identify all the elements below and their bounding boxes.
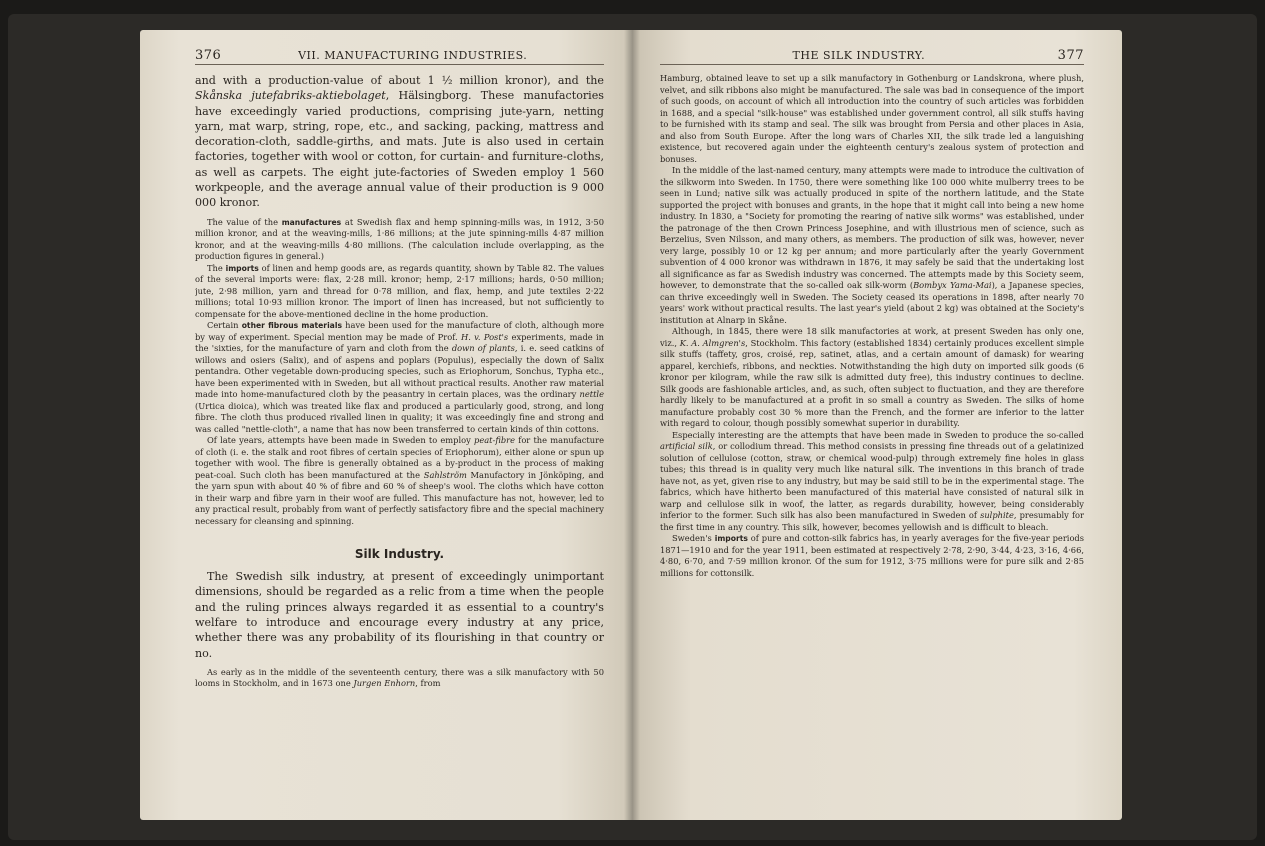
book-gutter xyxy=(624,30,640,820)
paragraph-silk-imports: Sweden's imports of pure and cotton-silk fabrics has, in yearly averages for the five-year periods 1871—1910 and for the year 1911, been estimated at respectively 2·78, 2·90, 3·44, 4·23, 3·16, 4·66, 4·80, 6·70, and 7·59 million kronor. Of the sum for 1912, 3·75 millions were for pure silk and 2·85 millions for cottonsilk. xyxy=(660,533,1084,578)
left-running-head xyxy=(195,48,604,65)
right-head-title: THE SILK INDUSTRY. xyxy=(792,49,926,62)
paragraph-fibrous-materials: Certain other fibrous materials have been used for the manufacture of cloth, although more by way of experiment. Special mention may be made of Prof. H. v. Post's experiments, made in the 'sixties, for the manufacture of yarn and cloth from the down of plants, i. e. seed catkins of willows and osiers (Salix), and of aspens and poplars (Populus), especially the down of Salix pentandra. Other vegetable down-producing species, such as Eriophorum, Sonchus, Typha etc., have been experimented with in Sweden, but all without practical results. Another raw material made into home-manufactured cloth by the peasantry in certain places, was the ordinary nettle (Urtica dioica), which was treated like flax and produced a particularly good, strong, and long fibre. The cloth thus produced rivalled linen in quality; it was exceedingly fine and strong and was called "nettle-cloth", a name that has now been transferred to certain kinds of thin cottons. xyxy=(195,320,604,434)
paragraph-silk-history: As early as in the middle of the seventeenth century, there was a silk manufactory with 50 looms in Stockholm, and in 1673 one Jurgen Enhorn, from xyxy=(195,666,604,689)
paragraph-imports: The imports of linen and hemp goods are, as regards quantity, shown by Table 82. The values of the several imports were: flax, 2·28 mill. kronor; hemp, 2·17 millions; hards, 0·50 million; jute, 2·98 million, yarn and thread for 0·78 million, and flax, hemp, and jute textiles 2·22 millions; total 10·93 million kronor. The import of linen has increased, but not sufficiently to compensate for the above-mentioned decline in the home production. xyxy=(195,262,604,319)
section-heading-silk: Silk Industry. xyxy=(354,547,445,562)
paragraph-manufactures: The value of the manufactures at Swedish flax and hemp spinning-mills was, in 1912, 3·50 million kronor, and at the weaving-mills, 1·86 millions; at the jute spinning-mills 4·87 million kronor, and at the weaving-mills 4·80 millions. (The calculation include overlapping, as the production figures in general.) xyxy=(195,216,604,262)
left-head-title: VII. MANUFACTURING INDUSTRIES. xyxy=(298,49,528,62)
paragraph-artificial-silk: Especially interesting are the attempts that have been made in Sweden to produce the so-called artificial silk, or collodium thread. This method consists in pressing fine threads out of a gelatinized solution of cellulose (cotton, straw, or chemical wood-pulp) through extremely fine holes in glass tubes; this thread is in quality very much like natural silk. The inventions in this branch of trade have not, as yet, given rise to any industry, but may be said still to be in the experimental stage. The fabrics, which have hitherto been manufactured of this material have consisted of natural silk in warp and cellulose silk in woof, the latter, as regards durability, however, being considerably inferior to the former. Such silk has also been manufactured in Sweden of sulphite, presumably for the first time in any country. This silk, however, becomes yellowish and is difficult to bleach. xyxy=(660,429,1084,532)
right-page xyxy=(632,30,1122,820)
left-page-number: 376 xyxy=(195,48,222,63)
paragraph-hamburg: Hamburg, obtained leave to set up a silk manufactory in Gothenburg or Landskrona, where plush, velvet, and silk ribbons also might be manufactured. The sale was bad in consequence of the import of such goods, on account of which all introduction into the country of such articles was forbidden in 1688, and a special "silk-house" was established under government control, all silk stuffs having to be furnished with its stamp and seal. The silk was brought from Persia and other places in Asia, and also from South Europe. After the long wars of Charles XII, the silk trade led a languishing existence, but recovered again under the eighteenth century's zealous system of protection and bonuses. xyxy=(660,73,1084,164)
right-running-head xyxy=(660,48,1084,65)
paragraph-silkworm: In the middle of the last-named century, many attempts were made to introduce the cultivation of the silkworm into Sweden. In 1750, there were something like 100 000 white mulberry trees to be seen in Lund; native silk was actually produced in spite of the northern latitude, and the State supported the project with bonuses and grants, in the hope that it might call into being a new home industry. In 1830, a "Society for promoting the rearing of native silk worms" was established, under the patronage of the then Crown Princess Josephine, and with illustrious men of science, such as Berzelius, Sven Nilsson, and many others, as members. The production of silk was, however, never very large, possibly 10 or 12 kg per annum; and more particularly after the yearly Government subvention of 4 000 kronor was withdrawn in 1876, it may safely be said that the undertaking lost all significance as far as Swedish industry was concerned. The attempts made by this Society seem, however, to demonstrate that the so-called oak silk-worm (Bombyx Yama-Mai), a Japanese species, can thrive exceedingly well in Sweden. The Society ceased its operations in 1898, after nearly 70 years' work without practical results. The last year's yield (about 2 kg) was obtained at the Society's institution at Alnarp in Skåne. xyxy=(660,165,1084,325)
paragraph-jute-factories: and with a production-value of about 1 ½ million kronor), and the Skånska jutefabriks-aktiebolaget, Hälsingborg. These manufactories have exceedingly varied productions, comprising jute-yarn, netting yarn, mat warp, string, rope, etc., and sacking, packing, mattress and decoration-cloth, saddle-girths, and mats. Jute is also used in certain factories, together with wool or cotton, for curtain- and furniture-cloths, as well as carpets. The eight jute-factories of Sweden employ 1 560 workpeople, and the average annual value of their production is 9 000 000 kronor. xyxy=(195,74,604,210)
paragraph-silk-intro: The Swedish silk industry, at present of exceedingly unimportant dimensions, should be regarded as a relic from a time when the people and the ruling princes always regarded it as essential to a country's welfare to introduce and encourage every industry at any price, whether there was any probability of its flourishing in that country or no. xyxy=(195,570,604,660)
paragraph-peat-fibre: Of late years, attempts have been made in Sweden to employ peat-fibre for the manufacture of cloth (i. e. the stalk and root fibres of certain species of Eriophorum), either alone or spun up together with wool. The fibre is generally obtained as a by-product in the process of making peat-coal. Such cloth has been manufactured at the Sahlström Manufactory in Jönköping, and the yarn spun with about 40 % of fibre and 60 % of sheep's wool. The cloths which have cotton in their warp and fibre yarn in their woof are fulled. This manufacture has not, however, led to any practical result, probably from want of perfectly satisfactory fibre and the special machinery necessary for cleansing and spinning. xyxy=(195,435,604,526)
left-page xyxy=(140,30,632,820)
right-page-number: 377 xyxy=(1057,48,1084,63)
paragraph-almgren: Although, in 1845, there were 18 silk manufactories at work, at present Sweden has only one, viz., K. A. Almgren's, Stockholm. This factory (established 1834) certainly produces excellent simple silk stuffs (taffety, gros, croisé, rep, satinet, atlas, and a certain amount of damask) for wearing apparel, kerchiefs, ribbons, and neckties. Notwithstanding the high duty on imported silk goods (6 kronor per kilogram, while the raw silk is admitted duty free), this industry continues to decline. Silk goods are fashionable articles, and, as such, often subject to fluctuation, and they are therefore hardly likely to be manufactured at a profit in so small a country as Sweden. The silks of home manufacture probably cost 30 % more than the French, and the former are inferior to the latter with regard to colour, though possibly somewhat superior in durability. xyxy=(660,326,1084,428)
